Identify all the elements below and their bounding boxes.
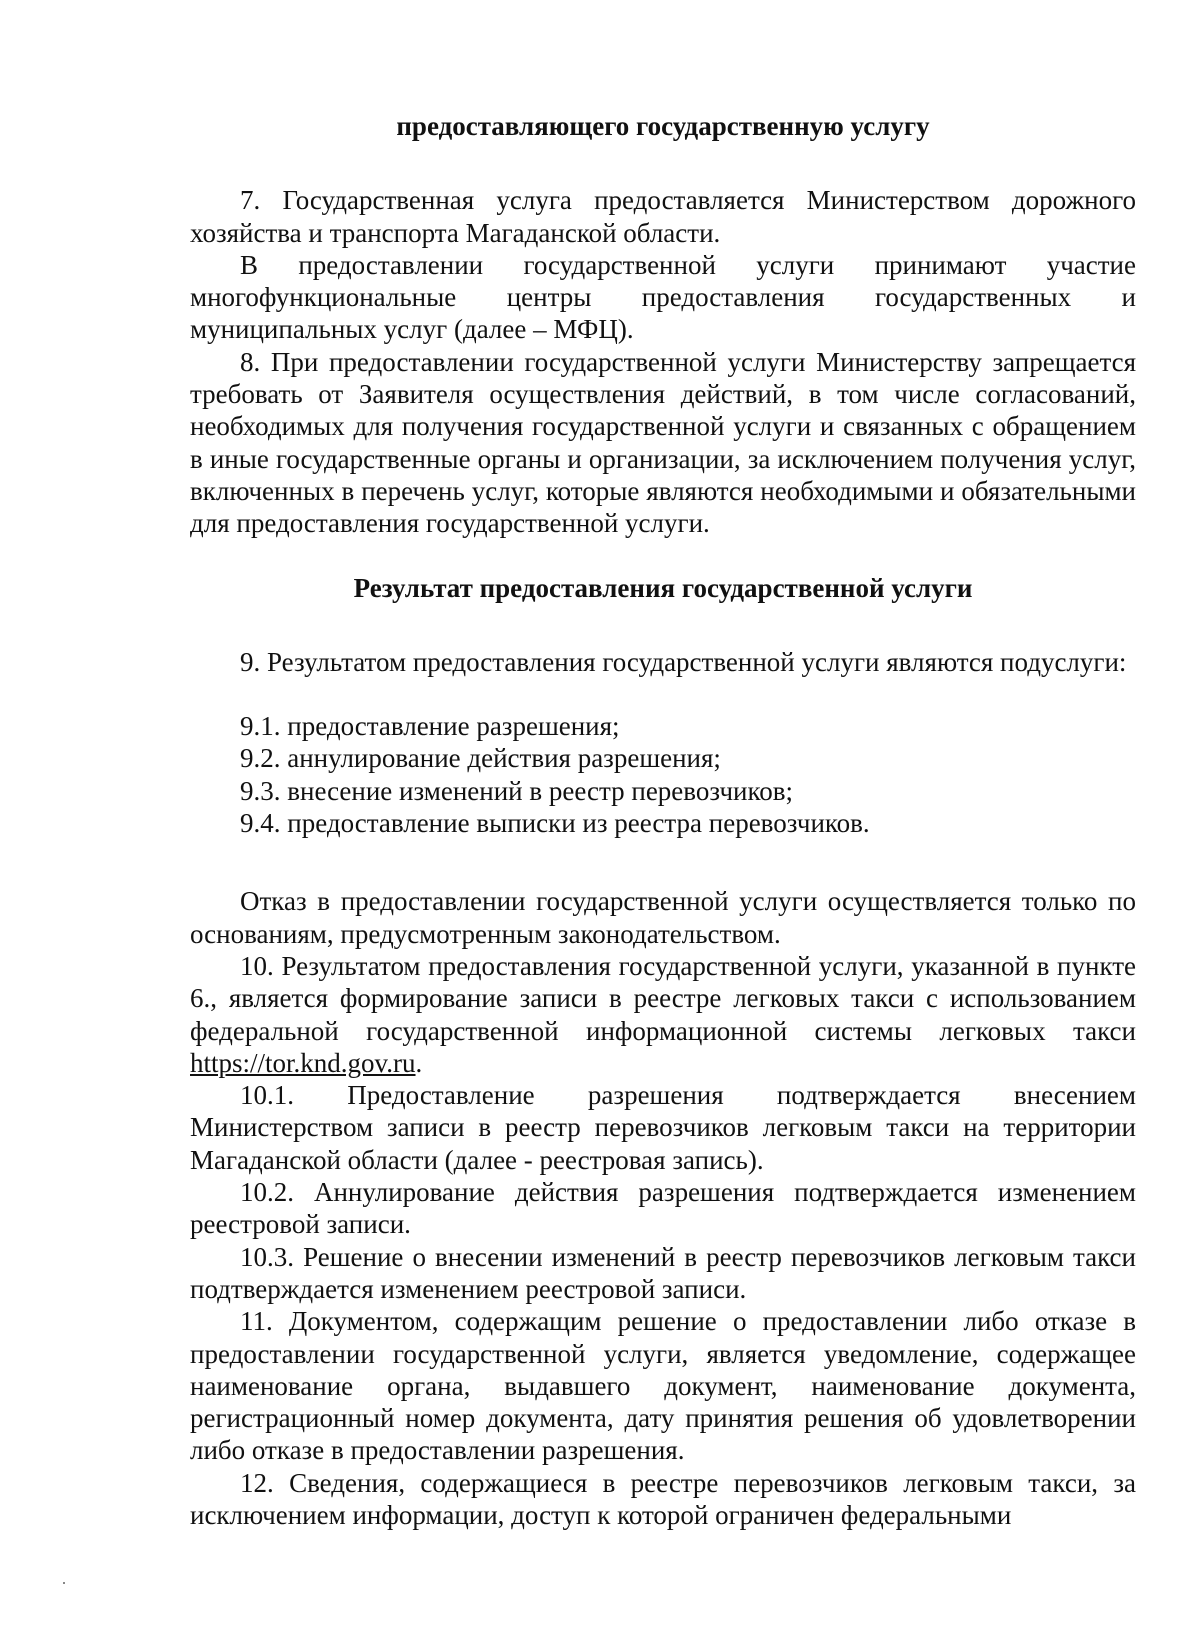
list-item-9-2: 9.2. аннулирование действия разрешения; <box>240 743 721 774</box>
list-item-9-1: 9.1. предоставление разрешения; <box>240 711 620 742</box>
spacer <box>190 678 1136 710</box>
list-item-9-4: 9.4. предоставление выписки из реестра перевозчиков. <box>240 808 870 839</box>
paragraph-7a: 7. Государственная услуга предоставляется Министерством дорожного хозяйства и транспорта Магаданской области. <box>190 185 1136 248</box>
paragraph-10-3: 10.3. Решение о внесении изменений в реестр перевозчиков легковым такси подтверждается изменением реестровой записи. <box>190 1241 1136 1304</box>
list-item-9-3: 9.3. внесение изменений в реестр перевозчиков; <box>240 775 793 806</box>
paragraph-10 <box>190 950 1136 1079</box>
scan-speck <box>63 1582 65 1584</box>
paragraph-7b: В предоставлении государственной услуги принимают участие многофункциональные центры предоставления государственных и муниципальных услуг (далее – МФЦ). <box>190 249 1136 345</box>
paragraph-12: 12. Сведения, содержащиеся в реестре перевозчиков легковым такси, за исключением информации, доступ к которой ограничен федеральными <box>190 1467 1136 1530</box>
spacer <box>190 839 1136 885</box>
paragraph-9-intro: 9. Результатом предоставления государственной услуги являются подуслуги: <box>240 646 1127 677</box>
section-heading-result: Результат предоставления государственной услуги <box>353 572 973 603</box>
paragraph-10-text: 10. Результатом предоставления государственной услуги, указанной в пункте 6., является формирование записи в реестре легковых такси с использованием федеральной государственной информационной системы легковых такси <box>190 950 1136 1046</box>
paragraph-10-end: . <box>415 1047 423 1078</box>
paragraph-refusal: Отказ в предоставлении государственной услуги осуществляется только по основаниям, предусмотренным законодательством. <box>190 886 1136 949</box>
fgis-link[interactable]: https://tor.knd.gov.ru <box>190 1047 416 1078</box>
paragraph-11: 11. Документом, содержащим решение о предоставлении либо отказе в предоставлении государственной услуги, является уведомление, содержащее наименование органа, выдавшего документ, наименование документа, регистрационный номер документа, дату принятия решения об удовлетворении либо отказе в предоставлении разрешения. <box>190 1306 1136 1466</box>
paragraph-10-1: 10.1. Предоставление разрешения подтверждается внесением Министерством записи в реестр перевозчиков легковым такси на территории Магаданской области (далее - реестровая запись). <box>190 1080 1136 1175</box>
section-heading-provider: предоставляющего государственную услугу <box>396 111 930 141</box>
paragraph-8: 8. При предоставлении государственной услуги Министерству запрещается требовать от Заявителя осуществления действий, в том числе согласований, необходимых для получения государственной услуги и связанных с обращением в иные государственные органы и организации, за исключением получения услуг, включенных в перечень услуг, которые являются необходимыми и обязательными для предоставления государственной услуги. <box>190 346 1136 539</box>
document-page <box>190 100 1136 1531</box>
paragraph-10-2: 10.2. Аннулирование действия разрешения подтверждается изменением реестровой записи. <box>190 1177 1136 1240</box>
